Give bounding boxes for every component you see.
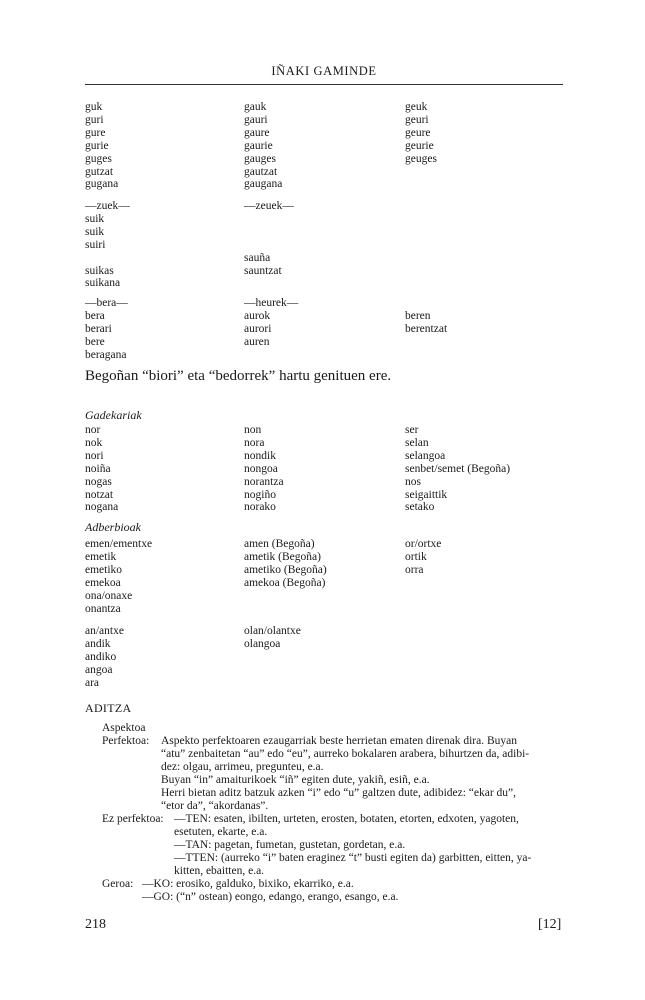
list-item: amen (Begoña) bbox=[244, 538, 315, 550]
list-item: gaugana bbox=[244, 178, 283, 191]
list-item: ona/onaxe bbox=[85, 589, 133, 602]
list-item: nogiño bbox=[244, 488, 276, 501]
geroa-line: —GO: (“n” ostean) eongo, edango, erango, esango, e.a. bbox=[142, 891, 399, 903]
list-item: nongoa bbox=[244, 462, 278, 475]
list-item: suik bbox=[85, 225, 105, 238]
list-item: selangoa bbox=[405, 449, 446, 462]
list-item: suik bbox=[85, 212, 105, 225]
list-item: guges bbox=[85, 152, 112, 165]
list-item: suikana bbox=[85, 277, 121, 290]
ez-perfektoa-line: esetuten, ekarte, e.a. bbox=[174, 826, 268, 838]
begona-sentence: Begoñan “biori” eta “bedorrek” hartu genituen ere. bbox=[85, 368, 392, 384]
adberbioak-heading: Adberbioak bbox=[85, 520, 141, 534]
list-item: amekoa (Begoña) bbox=[244, 576, 326, 589]
ez-perfektoa-line: —TEN: esaten, ibilten, urteten, erosten, botaten, etorten, edxoten, yagoten, bbox=[174, 813, 519, 825]
perfektoa-line: Herri bietan aditz batzuk azken “i” edo “u” galtzen dute, adibidez: “ekar du”, bbox=[161, 787, 517, 799]
list-item: nora bbox=[244, 436, 265, 449]
list-item: selan bbox=[405, 436, 429, 449]
list-item: guri bbox=[85, 113, 104, 126]
list-item: or/ortxe bbox=[405, 538, 442, 550]
list-item: ametik (Begoña) bbox=[244, 550, 321, 563]
perfektoa-line: “etor da”, “akordanas”. bbox=[161, 800, 269, 812]
list-item: nogas bbox=[85, 475, 112, 488]
list-item: gutzat bbox=[85, 165, 114, 178]
list-item: gugana bbox=[85, 178, 119, 191]
ez-perfektoa-line: —TAN: pagetan, fumetan, gustetan, gordetan, e.a. bbox=[174, 839, 406, 851]
list-item: gurie bbox=[85, 139, 109, 152]
list-item: nok bbox=[85, 436, 103, 449]
list-item: nor bbox=[85, 424, 101, 436]
list-item: geuges bbox=[405, 152, 437, 165]
list-item: auren bbox=[244, 335, 270, 348]
list-item: geure bbox=[405, 126, 431, 139]
list-item: berentzat bbox=[405, 322, 448, 335]
geroa-line: —KO: erosiko, galduko, bixiko, ekarriko, e.a. bbox=[142, 878, 354, 890]
header-rule bbox=[85, 84, 563, 85]
list-item: —heurek— bbox=[244, 297, 299, 309]
list-item: suikas bbox=[85, 264, 114, 277]
list-item: ser bbox=[405, 424, 419, 436]
list-item: gauk bbox=[244, 101, 267, 113]
gadekariak-col-2 bbox=[244, 424, 284, 514]
perfektoa-line: Aspekto perfektoaren ezaugarriak beste herrietan ematen direnak dira. Buyan bbox=[161, 735, 518, 747]
list-item: geuk bbox=[405, 101, 428, 113]
list-item: senbet/semet (Begoña) bbox=[405, 462, 511, 475]
list-item: berari bbox=[85, 322, 112, 335]
pronouns-group-1-col-1 bbox=[85, 101, 118, 191]
list-item: olangoa bbox=[244, 637, 281, 650]
adberbioak-col-1 bbox=[85, 538, 152, 615]
list-item: orra bbox=[405, 563, 424, 576]
list-item: norako bbox=[244, 501, 276, 514]
list-item: norantza bbox=[244, 475, 284, 488]
list-item: seigaittik bbox=[405, 488, 448, 501]
ez-perfektoa-line: —TTEN: (aurreko “i” baten eraginez “t” busti egiten da) garbitten, eitten, ya- bbox=[174, 852, 532, 864]
list-item: gauri bbox=[244, 113, 268, 126]
list-item: an/antxe bbox=[85, 625, 124, 637]
list-item: noiña bbox=[85, 462, 111, 475]
list-item: emetiko bbox=[85, 563, 123, 576]
list-item: ortik bbox=[405, 550, 427, 563]
aspektoa-label: Aspektoa bbox=[102, 722, 146, 734]
list-item: gauges bbox=[244, 152, 276, 165]
list-item: —bera— bbox=[85, 297, 128, 309]
geroa-label: Geroa: bbox=[102, 878, 134, 890]
list-item: ara bbox=[85, 676, 100, 689]
page-number: 218 bbox=[85, 917, 106, 932]
list-item: beragana bbox=[85, 348, 127, 361]
section-number: [12] bbox=[538, 917, 562, 932]
adberbioak-col-1b bbox=[85, 625, 124, 690]
perfektoa-line: “atu” zenbaitetan “au” edo “eu”, aurreko bokalaren arabera, bihurtzen da, adibi- bbox=[161, 748, 530, 760]
pronouns-group-3-col-2 bbox=[244, 297, 298, 349]
list-item: sauntzat bbox=[244, 264, 282, 277]
list-item: suiri bbox=[85, 238, 106, 251]
pronouns-group-1-col-2 bbox=[244, 101, 282, 191]
list-item: emekoa bbox=[85, 576, 121, 589]
list-item: geuri bbox=[405, 113, 429, 126]
list-item: gautzat bbox=[244, 165, 278, 178]
list-item: andik bbox=[85, 637, 111, 650]
list-item: sauña bbox=[244, 251, 271, 264]
ez-perfektoa-line: kitten, ebaitten, e.a. bbox=[174, 865, 265, 877]
running-header: IÑAKI GAMINDE bbox=[271, 64, 377, 78]
pronouns-group-3-col-3 bbox=[405, 310, 447, 336]
list-item: aurori bbox=[244, 322, 272, 335]
gadekariak-col-1 bbox=[85, 424, 118, 514]
list-item: emetik bbox=[85, 550, 117, 563]
list-item: geurie bbox=[405, 139, 434, 152]
list-item: beren bbox=[405, 309, 431, 322]
list-item: emen/ementxe bbox=[85, 538, 153, 550]
gadekariak-heading: Gadekariak bbox=[85, 408, 142, 422]
list-item: nogana bbox=[85, 501, 119, 514]
adberbioak-col-2b bbox=[244, 625, 301, 651]
list-item: nori bbox=[85, 449, 104, 462]
list-item: nondik bbox=[244, 449, 276, 462]
list-item: olan/olantxe bbox=[244, 625, 301, 637]
aditza-heading: ADITZA bbox=[85, 701, 132, 715]
ez-perfektoa-label: Ez perfektoa: bbox=[102, 813, 164, 825]
perfektoa-label: Perfektoa: bbox=[102, 735, 150, 747]
list-item: angoa bbox=[85, 663, 113, 676]
perfektoa-line: Buyan “in” amaiturikoek “iñ” egiten dute, yakiñ, esiñ, e.a. bbox=[161, 774, 430, 786]
perfektoa-line: dez: olgau, arrimeu, pregunteu, e.a. bbox=[161, 761, 324, 773]
list-item: ametiko (Begoña) bbox=[244, 563, 327, 576]
list-item: —zeuek— bbox=[244, 200, 294, 212]
list-item: gaurie bbox=[244, 139, 273, 152]
pronouns-group-3-col-1 bbox=[85, 297, 128, 362]
list-item: notzat bbox=[85, 488, 114, 501]
list-item: bera bbox=[85, 309, 105, 322]
adberbioak-col-2 bbox=[244, 538, 327, 590]
pronouns-group-2-col-1 bbox=[85, 200, 130, 290]
list-item: setako bbox=[405, 501, 435, 514]
list-item: aurok bbox=[244, 309, 271, 322]
list-item: gure bbox=[85, 126, 106, 139]
gadekariak-col-3 bbox=[405, 424, 510, 514]
list-item: nos bbox=[405, 475, 421, 488]
list-item: bere bbox=[85, 335, 105, 348]
list-item: onantza bbox=[85, 602, 121, 615]
list-item: non bbox=[244, 424, 262, 436]
list-item: gaure bbox=[244, 126, 270, 139]
pronouns-group-2-col-2 bbox=[244, 200, 294, 277]
list-item: guk bbox=[85, 101, 103, 113]
list-item: andiko bbox=[85, 650, 117, 663]
pronouns-group-1-col-3 bbox=[405, 101, 437, 166]
adberbioak-col-3 bbox=[405, 538, 441, 577]
list-item: —zuek— bbox=[85, 200, 130, 212]
